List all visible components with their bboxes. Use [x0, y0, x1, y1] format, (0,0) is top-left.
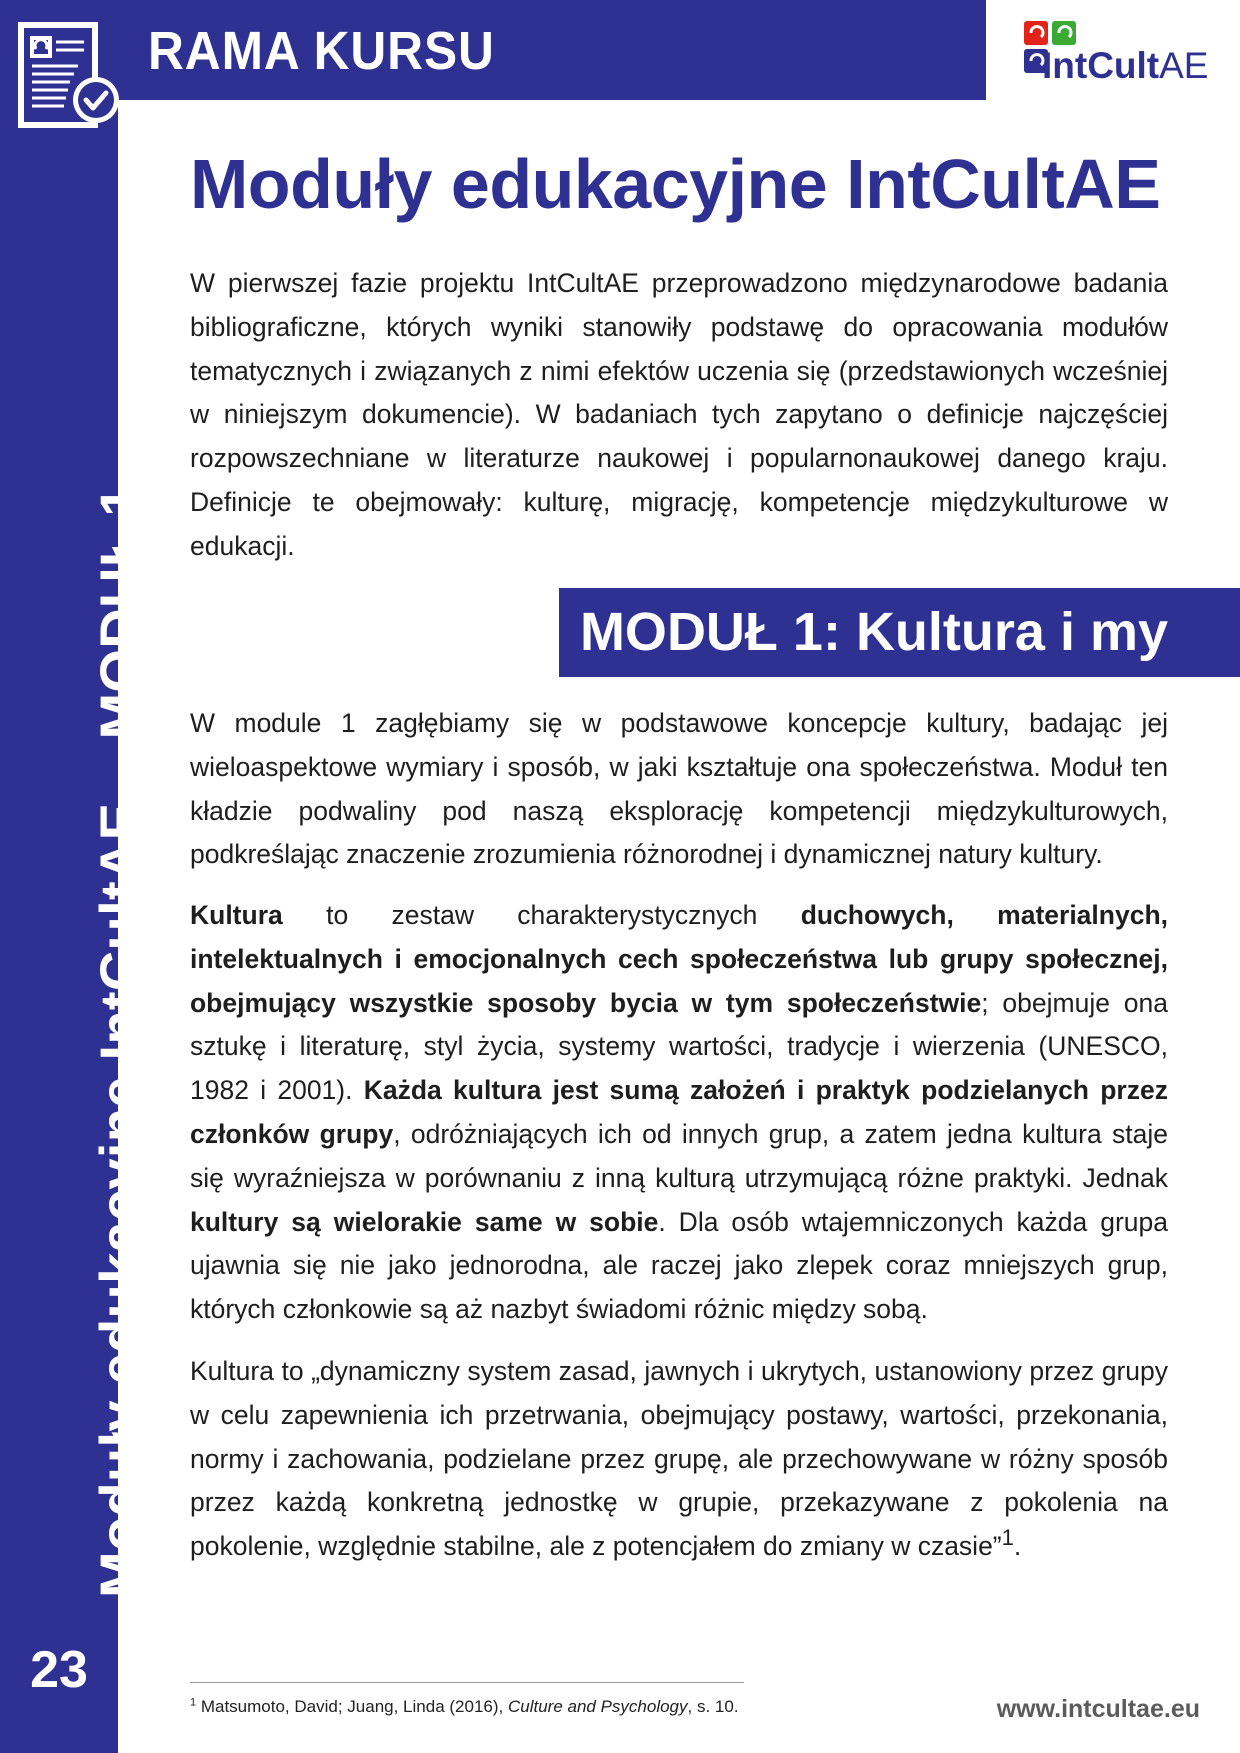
logo-text-light: AE — [1159, 45, 1209, 86]
page-title: Moduły edukacyjne IntCultAE — [190, 145, 1161, 223]
website-link[interactable]: www.intcultae.eu — [996, 1695, 1200, 1723]
definition-text-1: to zestaw charakterystycznych — [282, 900, 801, 930]
logo-text-bold: IntCult — [1042, 45, 1160, 86]
definition-text-3: , odróżniających ich od innych grup, a zatem jedna kultura staje się wyraźniejsza w porównaniu z inną kulturą utrzymującą różne praktyki. Jednak — [190, 1118, 1168, 1193]
footnote-reference[interactable]: 1 — [1001, 1525, 1014, 1551]
definition-bold-4: kultury są wielorakie same w sobie — [190, 1206, 659, 1237]
page-number: 23 — [30, 1641, 88, 1699]
definition-bold-2: duchowych, materialnych, intelektualnych i emocjonalnych cech społeczeństwa lub grupy społecznej, obejmujący wszystkie sposoby bycia w tym społeczeństwie — [190, 900, 1168, 1018]
definition-text-4: . Dla osób wtajemniczonych każda grupa ujawnia się nie jako jednorodna, ale raczej jako zlepek coraz mniejszych grup, których członkowie są aż nazbyt świadomi różnic między sobą. — [190, 1206, 1168, 1325]
section-title: RAMA KURSU — [148, 21, 495, 81]
quote-text: Kultura to „dynamiczny system zasad, jawnych i ukrytych, ustanowiony przez grupy w celu zapewnienia ich przetrwania, obejmujący postawy, wartości, przekonania, normy i zachowania, podzielane przez grupę, ale przechowywane w różny sposób przez każdą konkretną jednostkę w grupie, przekazywane z pokolenia na pokolenie, względnie stabilne, ale z potencjałem do zmiany w czasie” — [190, 1356, 1168, 1562]
footnote-divider — [190, 1682, 744, 1683]
definition-text-2: ; obejmuje ona sztukę i literaturę, styl życia, systemy wartości, tradycje i wierzenia (UNESCO, 1982 i 2001). — [190, 987, 1168, 1106]
intro-paragraph: W pierwszej fazie projektu IntCultAE przeprowadzono międzynarodowe badania bibliograficzne, których wyniki stanowiły podstawę do opracowania modułów tematycznych i związanych z nimi efektów uczenia się (przedstawionych wcześniej w niniejszym dokumencie). W badaniach tych zapytano o definicje najczęściej rozpowszechniane w literaturze naukowej i popularnonaukowej danego kraju. Definicje te obejmowały: kulturę, migrację, kompetencje międzykulturowe w edukacji. — [190, 268, 1168, 561]
definition-bold-3: Każda kultura jest sumą założeń i praktyk podzielanych przez członków grupy — [190, 1075, 1168, 1149]
culture-definition-paragraph — [190, 894, 1168, 1332]
footnote — [190, 1696, 739, 1718]
logo-wordmark — [1042, 46, 1208, 86]
document-check-icon — [18, 22, 122, 130]
footnote-book-title: Culture and Psychology — [507, 1697, 688, 1716]
footnote-page: , s. 10. — [687, 1697, 739, 1716]
module-intro-paragraph: W module 1 zagłębiamy się w podstawowe koncepcje kultury, badając jej wieloaspektowe wymiary i sposób, w jaki kształtuje ona społeczeństwa. Moduł ten kładzie podwaliny pod naszą eksplorację kompetencji międzykulturowych, podkreślając znaczenie zrozumienia różnorodnej i dynamicznej natury kultury. — [190, 708, 1168, 870]
definition-bold-1: Kultura — [190, 900, 283, 930]
footnote-authors: Matsumoto, David; Juang, Linda (2016), — [196, 1697, 508, 1716]
footnote-marker: 1 — [190, 1696, 197, 1709]
quote-end: . — [1013, 1531, 1022, 1562]
module-heading: MODUŁ 1: Kultura i my — [579, 602, 1168, 662]
culture-quote-paragraph — [190, 1350, 1168, 1569]
module-heading-bar — [559, 588, 1240, 677]
sidebar-vertical-title: Moduły edukacyjne IntCultAE – MODUŁ 1 — [88, 485, 151, 1598]
